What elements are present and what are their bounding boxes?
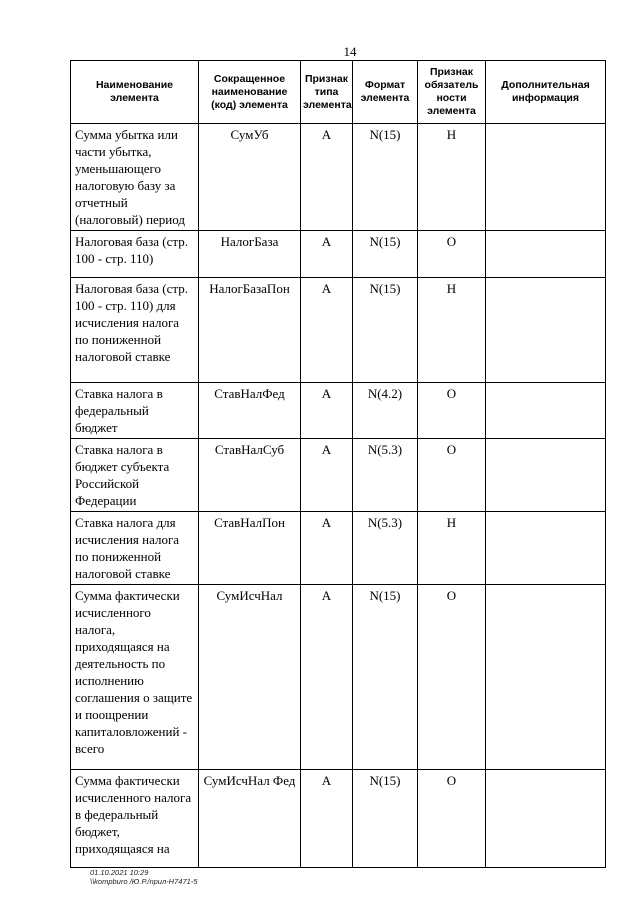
cell-format: N(15) xyxy=(353,278,418,383)
cell-type: А xyxy=(301,512,353,585)
header-code: Сокращенное наименование (код) элемента xyxy=(199,61,301,124)
cell-type: А xyxy=(301,124,353,231)
cell-name: Ставка налога в федеральный бюджет xyxy=(71,383,199,439)
cell-code: СтавНалСуб xyxy=(199,439,301,512)
table-row xyxy=(71,512,606,585)
cell-required: О xyxy=(418,770,486,868)
cell-name: Налоговая база (стр. 100 - стр. 110) для исчисления налога по пониженной налоговой ставке xyxy=(71,278,199,383)
cell-info xyxy=(486,439,606,512)
cell-code: СумИсчНал Фед xyxy=(199,770,301,868)
header-type: Признак типа элемента xyxy=(301,61,353,124)
header-info: Дополнительная информация xyxy=(486,61,606,124)
cell-info xyxy=(486,278,606,383)
table-row xyxy=(71,124,606,231)
cell-code: НалогБазаПон xyxy=(199,278,301,383)
cell-name: Сумма фактически исчисленного налога, приходящаяся на деятельность по исполнению соглашения о защите и поощрении капиталовложений - всего xyxy=(71,585,199,770)
cell-required: О xyxy=(418,585,486,770)
cell-name: Сумма убытка или части убытка, уменьшающего налоговую базу за отчетный (налоговый) период xyxy=(71,124,199,231)
footer-file-path: \\kompburo /Ю.Р./nрил-Н7471-5 xyxy=(90,877,198,886)
header-name: Наименование элемента xyxy=(71,61,199,124)
cell-required: О xyxy=(418,439,486,512)
table-header-row xyxy=(71,61,606,124)
cell-required: Н xyxy=(418,278,486,383)
cell-info xyxy=(486,770,606,868)
cell-info xyxy=(486,124,606,231)
header-format: Формат элемента xyxy=(353,61,418,124)
cell-format: N(15) xyxy=(353,124,418,231)
cell-format: N(15) xyxy=(353,231,418,278)
cell-code: СтавНалПон xyxy=(199,512,301,585)
cell-type: А xyxy=(301,278,353,383)
cell-format: N(15) xyxy=(353,770,418,868)
cell-info xyxy=(486,585,606,770)
cell-format: N(4.2) xyxy=(353,383,418,439)
cell-format: N(5.3) xyxy=(353,439,418,512)
table-row xyxy=(71,278,606,383)
cell-info xyxy=(486,231,606,278)
cell-name: Ставка налога в бюджет субъекта Российской Федерации xyxy=(71,439,199,512)
table-row xyxy=(71,585,606,770)
cell-type: А xyxy=(301,383,353,439)
table-row xyxy=(71,770,606,868)
cell-name: Сумма фактически исчисленного налога в федеральный бюджет, приходящаяся на xyxy=(71,770,199,868)
cell-format: N(15) xyxy=(353,585,418,770)
cell-format: N(5.3) xyxy=(353,512,418,585)
cell-type: А xyxy=(301,770,353,868)
page-number: 14 xyxy=(343,44,357,59)
cell-type: А xyxy=(301,231,353,278)
cell-required: О xyxy=(418,383,486,439)
footer-timestamp: 01.10.2021 10:29 xyxy=(90,868,149,877)
table-row xyxy=(71,231,606,278)
table-row xyxy=(71,383,606,439)
cell-code: СтавНалФед xyxy=(199,383,301,439)
cell-code: СумУб xyxy=(199,124,301,231)
cell-required: О xyxy=(418,231,486,278)
cell-type: А xyxy=(301,439,353,512)
cell-required: Н xyxy=(418,512,486,585)
cell-code: СумИсчНал xyxy=(199,585,301,770)
cell-name: Ставка налога для исчисления налога по пониженной налоговой ставке xyxy=(71,512,199,585)
cell-required: Н xyxy=(418,124,486,231)
cell-info xyxy=(486,383,606,439)
cell-type: А xyxy=(301,585,353,770)
elements-table xyxy=(70,60,606,868)
header-required: Признак обязатель ности элемента xyxy=(418,61,486,124)
cell-info xyxy=(486,512,606,585)
cell-name: Налоговая база (стр. 100 - стр. 110) xyxy=(71,231,199,278)
print-footer xyxy=(90,868,197,886)
cell-code: НалогБаза xyxy=(199,231,301,278)
table-row xyxy=(71,439,606,512)
